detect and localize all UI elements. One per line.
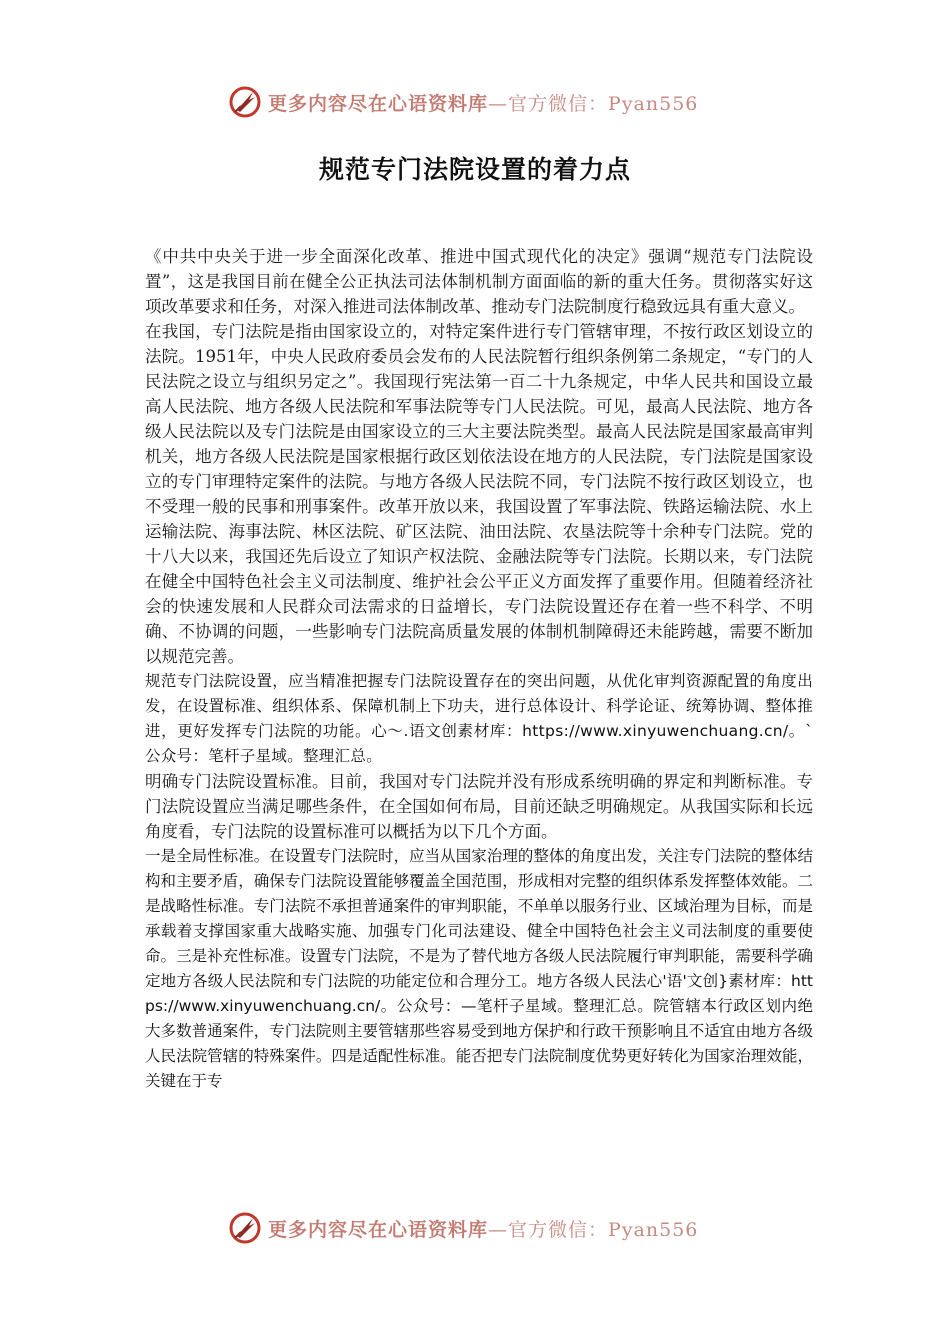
banner-text bbox=[268, 1215, 698, 1242]
banner-separator: — bbox=[488, 92, 509, 115]
paragraph-approach: 规范专门法院设置，应当精准把握专门法院设置存在的突出问题，从优化审判资源配置的角度出发，在设置标准、组织体系、保障机制上下功夫，进行总体设计、科学论证、统筹协调、整体推进，更好发挥专门法院的功能。心～.语文创素材库：https://www.xinyuwenchuang.cn/。`公众号：笔杆子星域。整理汇总。 bbox=[145, 672, 813, 765]
page-title: 规范专门法院设置的着力点 bbox=[318, 155, 631, 184]
banner-wechat-label: 官方微信： bbox=[508, 1218, 609, 1241]
paragraph-background: 在我国，专门法院是指由国家设立的，对特定案件进行专门管辖审理，不按行政区划设立的法院。1951年，中央人民政府委员会发布的人民法院暂行组织条例第二条规定，“专门的人民法院之设立与组织另定之”。我国现行宪法第一百二十九条规定，中华人民共和国设立最高人民法院、地方各级人民法院和军事法院等专门人民法院。可见，最高人民法院、地方各级人民法院以及专门法院是由国家设立的三大主要法院类型。最高人民法院是国家最高审判机关，地方各级人民法院是国家根据行政区划依法设在地方的人民法院，专门法院是国家设立的专门审理特定案件的法院。与地方各级人民法院不同，专门法院不按行政区划设立，也不受理一般的民事和刑事案件。改革开放以来，我国设置了军事法院、铁路运输法院、水上运输法院、海事法院、林区法院、矿区法院、油田法院、农垦法院等十余种专门法院。党的十八大以来，我国还先后设立了知识产权法院、金融法院等专门法院。长期以来，专门法院在健全中国特色社会主义司法制度、维护社会公平正义方面发挥了重要作用。但随着经济社会的快速发展和人民群众司法需求的日益增长，专门法院设置还存在着一些不科学、不明确、不协调的问题，一些影响专门法院高质量发展的体制机制障碍还未能跨越，需要不断加以规范完善。 bbox=[145, 322, 813, 666]
banner-wechat-id: Pyan556 bbox=[608, 1218, 699, 1241]
paragraph-standards: 明确专门法院设置标准。目前，我国对专门法院并没有形成系统明确的界定和判断标准。专门法院设置应当满足哪些条件，在全国如何布局，目前还缺乏明确规定。从我国实际和长远角度看，专门法院的设置标准可以概括为以下几个方面。 bbox=[145, 772, 813, 841]
footer-banner[interactable] bbox=[228, 1208, 728, 1248]
header-banner[interactable] bbox=[228, 82, 728, 122]
banner-wechat-label: 官方微信： bbox=[508, 92, 609, 115]
quill-logo-icon bbox=[228, 1211, 262, 1245]
quill-logo-icon bbox=[228, 85, 262, 119]
banner-separator: — bbox=[488, 1218, 509, 1241]
banner-brand: 更多内容尽在心语资料库 bbox=[268, 1218, 489, 1241]
article-body bbox=[145, 244, 813, 1094]
paragraph-intro: 《中共中央关于进一步全面深化改革、推进中国式现代化的决定》强调“规范专门法院设置”，这是我国目前在健全公正执法司法体制机制方面面临的新的重大任务。贯彻落实好这项改革要求和任务，对深入推进司法体制改革、推动专门法院制度行稳致远具有重大意义。 bbox=[145, 247, 813, 316]
paragraph-standards-detail: 一是全局性标准。在设置专门法院时，应当从国家治理的整体的角度出发，关注专门法院的整体结构和主要矛盾，确保专门法院设置能够覆盖全国范围，形成相对完整的组织体系发挥整体效能。二是战略性标准。专门法院不承担普通案件的审判职能，不单单以服务行业、区域治理为目标，而是承载着支撑国家重大战略实施、加强专门化司法建设、健全中国特色社会主义司法制度的重要使命。三是补充性标准。设置专门法院，不是为了替代地方各级人民法院履行审判职能，需要科学确定地方各级人民法院和专门法院的功能定位和合理分工。地方各级人民法心'语'文创}素材库：https://www.xinyuwenchuang.cn/。公众号：—笔杆子星域。整理汇总。院管辖本行政区划内绝大多数普通案件，专门法院则主要管辖那些容易受到地方保护和行政干预影响且不适宜由地方各级人民法院管辖的特殊案件。四是适配性标准。能否把专门法院制度优势更好转化为国家治理效能，关键在于专 bbox=[145, 847, 813, 1090]
banner-text bbox=[268, 89, 698, 116]
banner-brand: 更多内容尽在心语资料库 bbox=[268, 92, 489, 115]
banner-wechat-id: Pyan556 bbox=[608, 92, 699, 115]
